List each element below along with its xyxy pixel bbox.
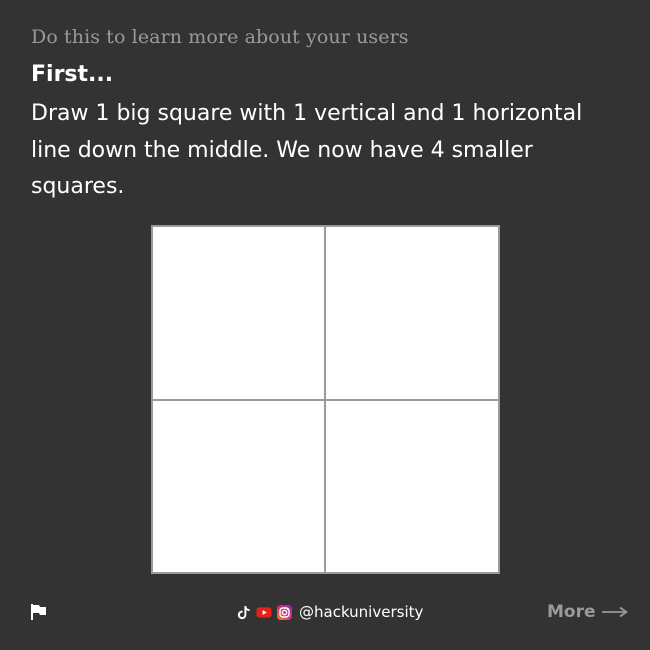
flag-icon[interactable] [30, 603, 48, 621]
tiktok-icon[interactable] [236, 605, 251, 620]
more-button[interactable] [547, 602, 628, 622]
instruction-text: Draw 1 big square with 1 vertical and 1 horizontal line down the middle. We now have 4 smaller squares. [31, 101, 583, 199]
social-handle[interactable]: @hackuniversity [299, 603, 424, 621]
square-diagram [151, 225, 500, 574]
more-label: More [547, 602, 596, 622]
step-heading: First... [31, 62, 114, 87]
arrow-right-icon [602, 606, 628, 618]
kicker-text: Do this to learn more about your users [31, 26, 409, 48]
horizontal-divider-line [153, 399, 498, 401]
instagram-icon[interactable] [277, 605, 292, 620]
social-links [236, 601, 423, 623]
youtube-icon[interactable] [255, 605, 273, 620]
